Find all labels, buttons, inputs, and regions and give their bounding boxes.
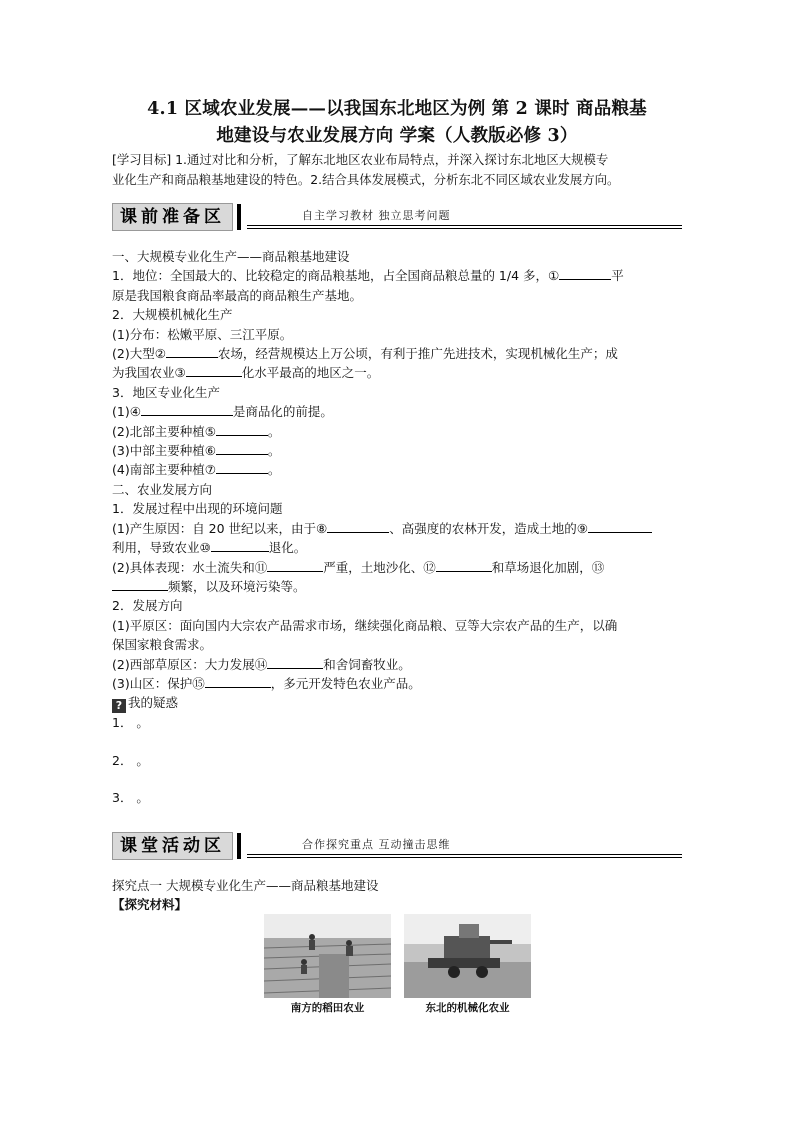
divider — [247, 225, 682, 226]
banner-label: 课堂活动区 — [112, 832, 233, 860]
section-banner-preview — [112, 203, 682, 229]
banner-subtitle: 自主学习教材 独立思考问题 — [302, 209, 451, 222]
figure-caption-left: 南方的稻田农业 — [290, 1002, 365, 1014]
section-banner-activity — [112, 832, 682, 858]
learning-goals: [学习目标] 1.通过对比和分析，了解东北地区农业布局特点，并深入探讨东北地区大规模专 业化生产和商品粮基地建设的特色。2.结合具体发展模式，分析东北不同区域农业发展方向。 — [112, 152, 620, 187]
fill-blank — [267, 656, 323, 669]
combine-harvester-image — [404, 914, 531, 998]
fill-blank — [211, 539, 269, 552]
divider — [247, 857, 682, 858]
fill-blank — [166, 345, 218, 358]
banner-subtitle: 合作探究重点 互动撞击思维 — [302, 838, 451, 851]
fill-blank — [436, 559, 492, 572]
fill-blank — [216, 442, 268, 455]
activity-content: 探究点一 大规模专业化生产——商品粮基地建设 【探究材料】 — [112, 878, 379, 913]
document-title: 4.1 区域农业发展——以我国东北地区为例 第 2 课时 商品粮基 地建设与农业发展方向 学案（人教版必修 3） — [147, 99, 647, 146]
fill-blank — [186, 364, 242, 377]
fill-blank — [112, 578, 168, 591]
figure-caption-right: 东北的机械化农业 — [425, 1002, 510, 1014]
fill-blank — [588, 520, 652, 533]
rice-paddy-photo — [264, 914, 391, 998]
divider — [247, 228, 682, 229]
fill-blank — [216, 423, 268, 436]
fill-blank — [267, 559, 323, 572]
rice-paddy-image — [264, 914, 391, 998]
combine-harvester-photo — [404, 914, 531, 998]
banner-label: 课前准备区 — [112, 203, 233, 231]
fill-blank — [559, 267, 611, 280]
fill-blank — [141, 403, 233, 416]
fill-blank — [216, 461, 268, 474]
fill-blank — [327, 520, 389, 533]
question-icon: ? — [112, 699, 126, 713]
preview-content: 一、大规模专业化生产——商品粮基地建设 1．地位：全国最大的、比较稳定的商品粮基地，占全国商品粮总量的 1/4 多，① 平 原是我国粮食商品率最高的商品粮生产基地。 2．大规模机械化生产 (1)分布：松嫩平原、三江平原。 (2)大型② 农场，经营规模达上万公顷，有利于推广先进技术，实现机械化生产；成 为我国农业③ 化水平最高的地区之一。 3．地区专业化生产 (1)④ 是商品化的前提。 (2)北部主要种植⑤ 。 (3)中部主要种植⑥ 。 (4)南部主要种植⑦ 。 二、农业发展方向 1．发展过程中出现的环境问题 (1)产生原因：自 20 世纪以来，由于⑧ 、高强度的农林开发，造成土地的⑨ 利用，导致农业⑩ 退化。 (2)具体表现：水土流失和⑪ 严重，土地沙化、⑫ 和草场退化加剧，⑬ 频繁，以及环境污染等。 2．发展方向 (1)平原区：面向国内大宗农产品需求市场，继续强化商品粮、豆等大宗农产品的生产，以确 保国家粮食需求。 (2)西部草原区：大力发展⑭ 和舍饲畜牧业。 (3)山区：保护⑮ ，多元开发特色农业产品。 ? 我的疑惑 1． 。 2． 。 3． 。 — [112, 247, 684, 808]
doubt-heading: ? 我的疑惑 — [112, 693, 684, 713]
fill-blank — [205, 675, 271, 688]
divider — [247, 854, 682, 855]
